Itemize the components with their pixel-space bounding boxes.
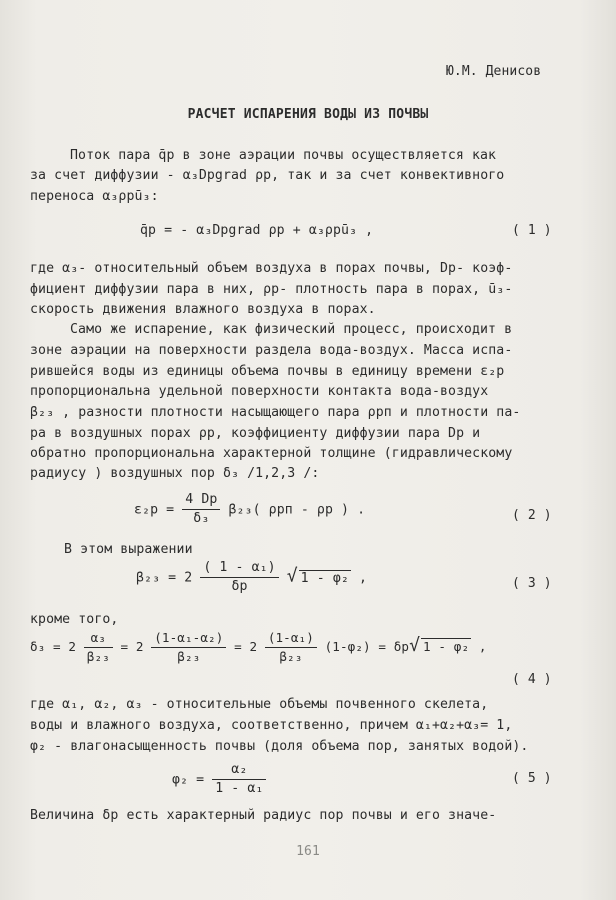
equation-3-denominator: δр bbox=[231, 579, 248, 594]
equation-3 bbox=[136, 560, 367, 595]
equation-3-number: ( 3 ) bbox=[512, 576, 552, 591]
text-line: за счет диффузии - α₃Dрgrad ρр, так и за счет конвективного bbox=[30, 168, 505, 183]
text-line: радиусу ) воздушных пор δ₃ /1,2,3 /: bbox=[30, 466, 320, 481]
equation-4-part-2: = 2 bbox=[120, 639, 144, 654]
equation-4-part-4: (1-φ₂) = δр bbox=[324, 639, 410, 654]
equation-5 bbox=[172, 762, 266, 797]
text-line: В этом выражении bbox=[64, 542, 193, 557]
equation-1-number: ( 1 ) bbox=[512, 223, 552, 238]
text-line: φ₂ - влагонасыщенность почвы (доля объема пор, занятых водой). bbox=[30, 739, 529, 754]
equation-3-numerator: ( 1 - α₁) bbox=[200, 560, 278, 578]
equation-5-denominator: 1 - α₁ bbox=[215, 781, 264, 796]
article-title: РАСЧЕТ ИСПАРЕНИЯ ВОДЫ ИЗ ПОЧВЫ bbox=[187, 107, 429, 122]
equation-4-tail: , bbox=[478, 639, 487, 654]
equation-4-denominator-2: β₂₃ bbox=[177, 649, 201, 664]
equation-4-fraction-1 bbox=[84, 630, 113, 665]
equation-3-fraction bbox=[200, 560, 278, 595]
text-line: скорость движения влажного воздуха в порах. bbox=[30, 302, 376, 317]
equation-2-number: ( 2 ) bbox=[512, 508, 552, 523]
equation-2-rhs: β₂₃( ρрп - ρр ) . bbox=[228, 502, 366, 518]
equation-2-lhs: ε₂р = bbox=[134, 502, 175, 518]
equation-4-radicand: 1 - φ₂ bbox=[423, 639, 470, 654]
text-line: фициент диффузии пара в них, ρр- плотность пара в порах, ū₃- bbox=[30, 282, 513, 297]
text-line: рившейся воды из единицы объема почвы в единицу времени ε₂р bbox=[30, 364, 505, 379]
author-name: Ю.М. Денисов bbox=[446, 64, 542, 79]
text-line: ра в воздушных порах ρр, коэффициенту диффузии пара Dр и bbox=[30, 426, 481, 441]
equation-2-denominator: δ₃ bbox=[193, 511, 210, 526]
equation-2-fraction bbox=[182, 492, 220, 527]
text-line: где α₁, α₂, α₃ - относительные объемы почвенного скелета, bbox=[30, 697, 489, 712]
text-line: переноса α₃ρрū₃: bbox=[30, 189, 159, 204]
equation-4-numerator-3: (1-α₁) bbox=[265, 630, 317, 648]
equation-4-number: ( 4 ) bbox=[512, 672, 552, 687]
equation-3-radicand: 1 - φ₂ bbox=[300, 570, 349, 586]
equation-5-number: ( 5 ) bbox=[512, 771, 552, 786]
text-line: β₂₃ , разности плотности насыщающего пара ρрп и плотности па- bbox=[30, 405, 521, 420]
text-line: кроме того, bbox=[30, 612, 119, 627]
equation-5-lhs: φ₂ = bbox=[172, 772, 205, 788]
text-line: обратно пропорциональна характерной толщине (гидравлическому bbox=[30, 446, 513, 461]
text-line: где α₃- относительный объем воздуха в порах почвы, Dр- коэф- bbox=[30, 261, 513, 276]
text-line: зоне аэрации на поверхности раздела вода-воздух. Масса испа- bbox=[30, 343, 513, 358]
text-line: Величина δр есть характерный радиус пор почвы и его значе- bbox=[30, 808, 497, 823]
equation-4-fraction-2 bbox=[151, 630, 226, 665]
equation-2 bbox=[134, 492, 365, 527]
equation-3-tail: , bbox=[358, 570, 368, 586]
text-line: Поток пара q̄р в зоне аэрации почвы осуществляется как bbox=[70, 148, 497, 163]
equation-4-part-1: δ₃ = 2 bbox=[30, 639, 77, 654]
equation-5-numerator: α₂ bbox=[212, 762, 266, 780]
page-number: 161 bbox=[296, 844, 320, 859]
equation-4-denominator-1: β₂₃ bbox=[86, 649, 110, 664]
equation-4-part-3: = 2 bbox=[234, 639, 258, 654]
equation-1: q̄р = - α₃Dрgrad ρр + α₃ρрū₃ , bbox=[140, 223, 374, 238]
text-line: Само же испарение, как физический процесс, происходит в bbox=[70, 322, 513, 337]
equation-4-numerator-2: (1-α₁-α₂) bbox=[151, 630, 226, 648]
text-line: воды и влажного воздуха, соответственно, причем α₁+α₂+α₃= 1, bbox=[30, 718, 513, 733]
equation-4-denominator-3: β₂₃ bbox=[279, 649, 303, 664]
equation-4 bbox=[30, 630, 487, 665]
equation-2-numerator: 4 Dр bbox=[182, 492, 220, 510]
equation-3-lhs: β₂₃ = 2 bbox=[136, 570, 193, 586]
equation-5-fraction bbox=[212, 762, 266, 797]
sqrt-sign-icon: √ bbox=[409, 635, 421, 656]
text-line: пропорциональна удельной поверхности контакта вода-воздух bbox=[30, 384, 489, 399]
equation-4-numerator-1: α₃ bbox=[84, 630, 113, 648]
equation-4-fraction-3 bbox=[265, 630, 317, 665]
sqrt-sign-icon: √ bbox=[286, 565, 298, 587]
